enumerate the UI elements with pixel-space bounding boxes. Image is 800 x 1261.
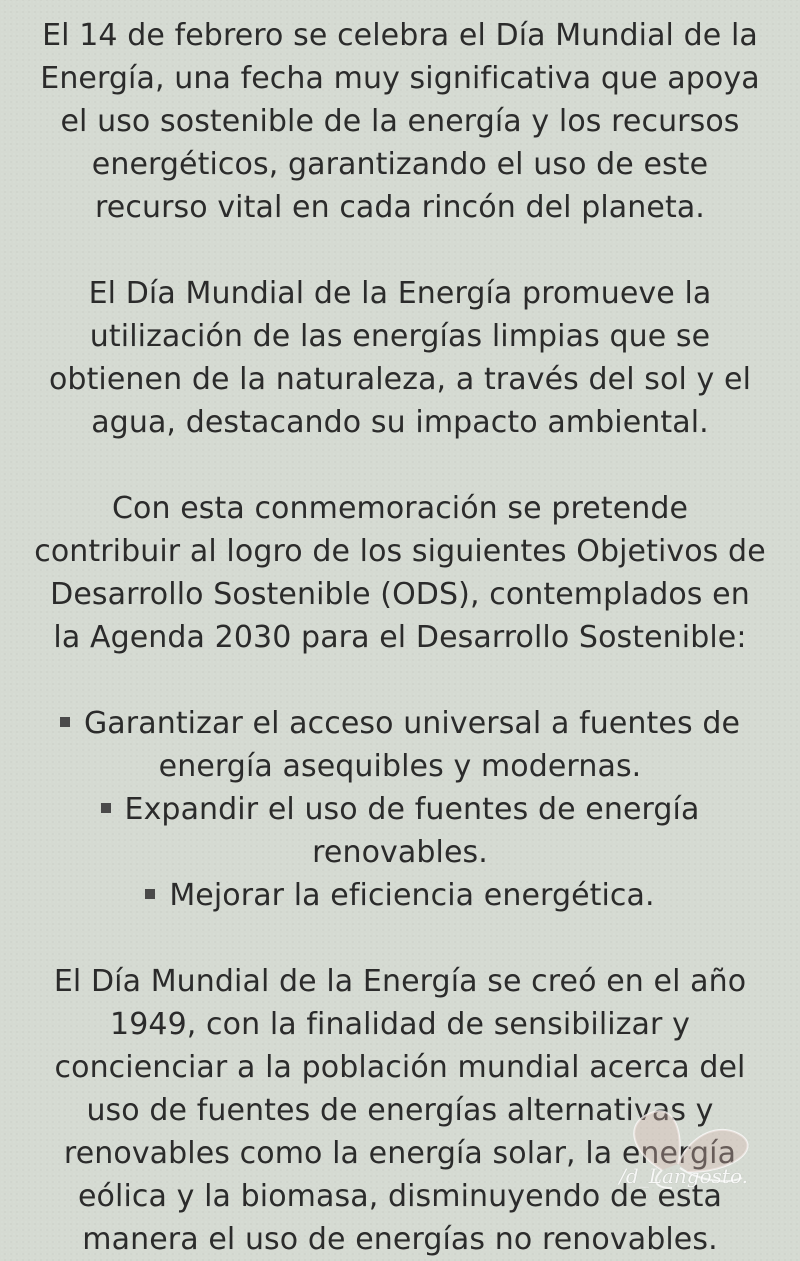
text-line: eólica y la biomasa, disminuyendo de esta [78,1179,722,1214]
paragraph-ods [20,487,780,659]
square-bullet-icon [145,889,155,899]
bullet-line [20,788,780,831]
square-bullet-icon [60,717,70,727]
bullet-text: Mejorar la eficiencia energética. [169,878,655,913]
paragraph-intro [20,14,780,229]
text-line: manera el uso de energías no renovables. [82,1222,718,1257]
bullet-item [20,702,780,788]
paragraph-gap [20,917,780,960]
bullet-line [20,874,780,917]
text-line: Desarrollo Sostenible (ODS), contemplados en [50,577,750,612]
text-line: agua, destacando su impacto ambiental. [91,405,709,440]
text-line: El Día Mundial de la Energía promueve la [88,276,712,311]
paragraph-gap [20,659,780,702]
bullet-continuation: renovables. [312,835,488,870]
bullet-text: Garantizar el acceso universal a fuentes de [83,706,741,741]
text-line: energéticos, garantizando el uso de este [91,147,709,182]
text-line: renovables como la energía solar, la energía [63,1136,737,1171]
text-line: contribuir al logro de los siguientes Objetivos de [34,534,766,569]
text-line: Energía, una fecha muy significativa que apoya [40,61,760,96]
text-line: recurso vital en cada rincón del planeta. [95,190,705,225]
text-line: concienciar a la población mundial acerca del [54,1050,746,1085]
bullet-item [20,874,780,917]
text-line: uso de fuentes de energías alternativas y [86,1093,714,1128]
text-line: el uso sostenible de la energía y los recursos [60,104,740,139]
bullet-continuation: energía asequibles y modernas. [158,749,642,784]
text-line: la Agenda 2030 para el Desarrollo Sostenible: [53,620,747,655]
bullet-list [20,702,780,917]
text-line: Con esta conmemoración se pretende [111,491,689,526]
text-line: obtienen de la naturaleza, a través del sol y el [48,362,752,397]
paragraph-closing [20,960,780,1261]
watermark-text: /d_Langosto. [619,1164,748,1188]
text-line: 1949, con la finalidad de sensibilizar y [110,1007,690,1042]
bullet-line [20,702,780,745]
text-line: utilización de las energías limpias que se [89,319,711,354]
paragraph-gap [20,444,780,487]
text-line: El Día Mundial de la Energía se creó en el año [53,964,747,999]
document-body [20,14,780,1261]
bullet-text: Expandir el uso de fuentes de energía [124,792,700,827]
paragraph-gap [20,229,780,272]
square-bullet-icon [101,803,111,813]
text-line: El 14 de febrero se celebra el Día Mundial de la [42,18,758,53]
paragraph-promotion [20,272,780,444]
bullet-item [20,788,780,874]
